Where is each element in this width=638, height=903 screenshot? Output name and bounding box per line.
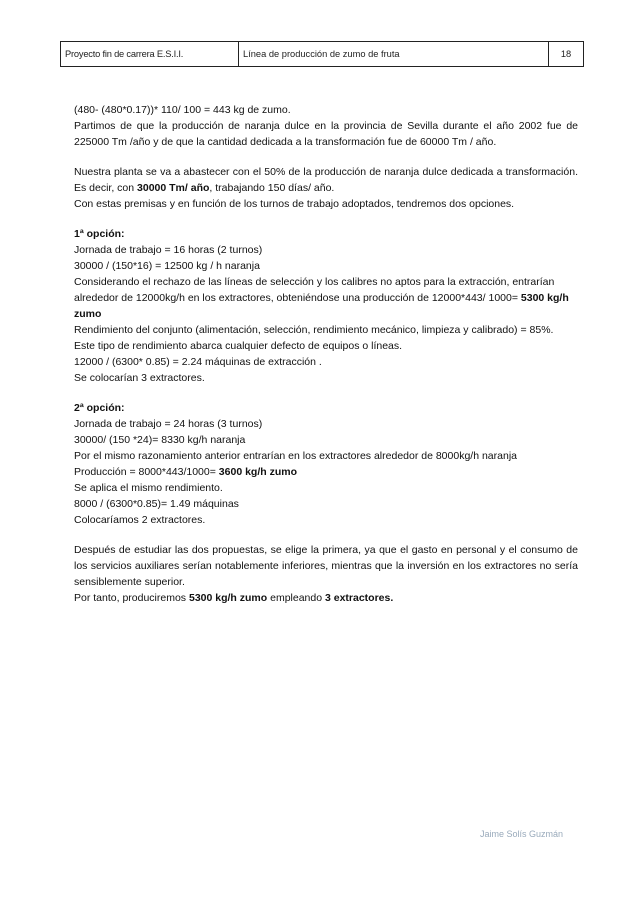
document-body	[74, 102, 578, 606]
option-1-heading: 1ª opción:	[74, 228, 125, 240]
page-header	[60, 41, 584, 67]
header-page-number: 18	[560, 49, 572, 59]
option-2-line: 30000/ (150 *24)= 8330 kg/h naranja	[74, 434, 246, 446]
header-title: Línea de producción de zumo de fruta	[239, 42, 549, 66]
option-1-line: Este tipo de rendimiento abarca cualquier defecto de equipos o líneas.	[74, 340, 403, 352]
option-1-line: 30000 / (150*16) = 12500 kg / h naranja	[74, 260, 260, 272]
option-2-line: Por el mismo razonamiento anterior entrarían en los extractores alrededor de 8000kg/h naranja	[74, 450, 517, 462]
option-1-line: Jornada de trabajo = 16 horas (2 turnos)	[74, 244, 263, 256]
option-1-production: 5300 kg/h zumo	[74, 292, 569, 320]
final-production: 5300 kg/h zumo	[188, 592, 268, 604]
final-extractors: 3 extractores.	[324, 592, 394, 604]
footer-author: Jaime Solís Guzmán	[480, 829, 564, 839]
option-2-production: 3600 kg/h zumo	[218, 466, 297, 478]
option-2-line: Jornada de trabajo = 24 horas (3 turnos)	[74, 418, 263, 430]
supply-amount: 30000 Tm/ año	[137, 182, 210, 194]
paragraph-conclusion: Después de estudiar las dos propuestas, se elige la primera, ya que el gasto en personal y el consumo de los servicios auxiliares serían notablemente inferiores, mientras que la inversión en los extractores no sería sensiblemente superior.	[74, 544, 578, 588]
header-project: Proyecto fin de carrera E.S.I.I.	[61, 42, 239, 66]
paragraph-supply: Nuestra planta se va a abastecer con el 50% de la producción de naranja dulce dedicada a transformación. Es decir, con 30000 Tm/ año, trabajando 150 días/ año.	[74, 166, 578, 194]
paragraph-production: Partimos de que la producción de naranja dulce en la provincia de Sevilla durante el año 2002 fue de 225000 Tm /año y de que la cantidad dedicada a la transformación fue de 60000 Tm / año.	[74, 120, 578, 148]
option-1-line: 12000 / (6300* 0.85) = 2.24 máquinas de extracción .	[74, 356, 322, 368]
option-2-line: Se aplica el mismo rendimiento.	[74, 482, 223, 494]
option-2-heading: 2ª opción:	[74, 402, 125, 414]
formula-line: (480- (480*0.17))* 110/ 100 = 443 kg de zumo.	[74, 104, 291, 116]
option-1-line: Rendimiento del conjunto (alimentación, selección, rendimiento mecánico, limpieza y calibrado) = 85%.	[74, 324, 554, 336]
paragraph-premises: Con estas premisas y en función de los turnos de trabajo adoptados, tendremos dos opciones.	[74, 198, 515, 210]
option-2-line: 8000 / (6300*0.85)= 1.49 máquinas	[74, 498, 239, 510]
option-1-line: Se colocarían 3 extractores.	[74, 372, 205, 384]
option-2-line: Colocaríamos 2 extractores.	[74, 514, 206, 526]
paragraph-final: Por tanto, produciremos 5300 kg/h zumo empleando 3 extractores.	[74, 592, 394, 604]
option-2-line: Producción = 8000*443/1000= 3600 kg/h zumo	[74, 466, 297, 478]
option-1-line: Considerando el rechazo de las líneas de selección y los calibres no aptos para la extracción, entrarían alrededor de 12000kg/h en los extractores, obteniéndose una producción de 12000*443/ 1000= 5300 kg/h zumo	[74, 276, 569, 320]
